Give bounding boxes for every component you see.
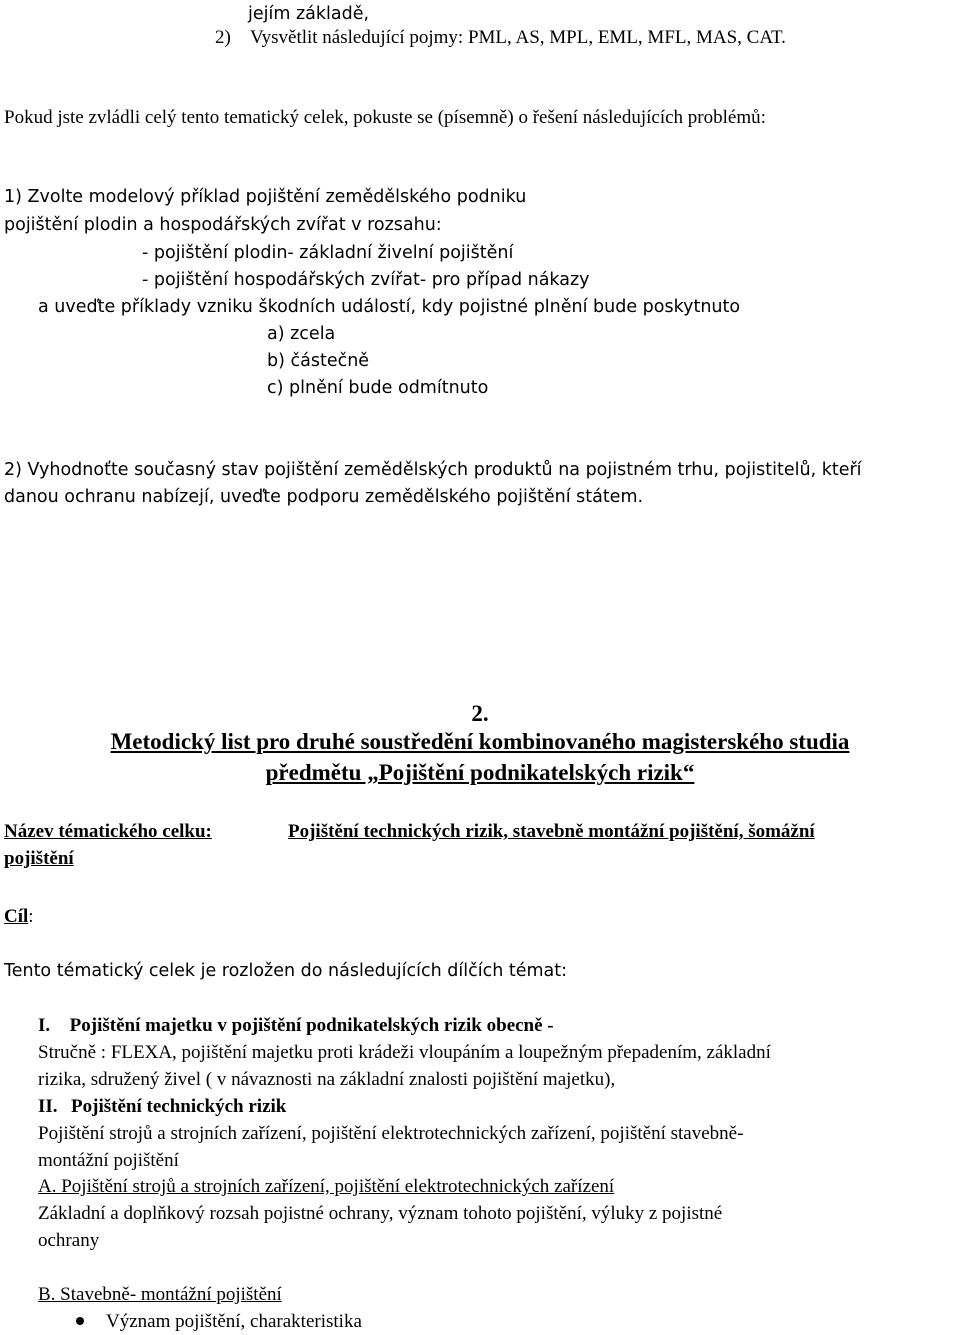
topic-ii-title: Pojištění technických rizik — [71, 1096, 287, 1117]
problem-2-line-1: 2) Vyhodnoťte současný stav pojištění zemědělských produktů na pojistném trhu, pojistitelů, kteří — [4, 460, 862, 480]
topic-value-line-2: pojištění — [4, 848, 74, 869]
goal-colon: : — [28, 906, 34, 927]
bullet-icon — [76, 1317, 84, 1325]
section-title-line-2: předmětu „Pojištění podnikatelských rizik“ — [265, 760, 695, 785]
top-line-1: jejím základě, — [248, 4, 370, 24]
topic-i-title: Pojištění majetku v pojištění podnikatelských rizik obecně - — [69, 1015, 554, 1036]
subtopic-a-title: A. Pojištění strojů a strojních zařízení, pojištění elektrotechnických zařízení — [38, 1176, 615, 1197]
goal-heading — [4, 905, 34, 929]
problem-1-line-1: 1) Zvolte modelový příklad pojištění zemědělského podniku — [4, 187, 527, 207]
problem-1-dash-2: - pojištění hospodářských zvířat- pro případ nákazy — [142, 270, 590, 290]
topic-label: Název tématického celku: — [4, 821, 212, 842]
top-item-2-number: 2) — [215, 27, 231, 48]
bullet-item-text: Význam pojištění, charakteristika — [106, 1311, 362, 1332]
topic-value-line-1: Pojištění technických rizik, stavebně montážní pojištění, šomážní — [288, 821, 815, 842]
topic-i-desc-line-1: Stručně : FLEXA, pojištění majetku proti krádeži vloupáním a loupežným přepadením, základní — [38, 1042, 771, 1063]
problem-1-line-3: a uveďte příklady vzniku škodních událostí, kdy pojistné plnění bude poskytnuto — [38, 297, 741, 317]
topic-ii-heading — [38, 1095, 286, 1119]
topic-ii-desc-line-1: Pojištění strojů a strojních zařízení, pojištění elektrotechnických zařízení, pojištění stavebně- — [38, 1123, 744, 1144]
section-number: 2. — [471, 701, 489, 726]
goal-label: Cíl — [4, 906, 29, 927]
subtopic-b-title: B. Stavebně- montážní pojištění — [38, 1284, 282, 1305]
intro-paragraph: Pokud jste zvládli celý tento tematický celek, pokuste se (písemně) o řešení následujících problémů: — [4, 107, 766, 128]
topic-ii-desc-line-2: montážní pojištění — [38, 1150, 179, 1171]
topic-ii-number: II. — [38, 1096, 58, 1117]
problem-1-option-c: c) plnění bude odmítnuto — [267, 378, 489, 398]
bullet-item — [76, 1310, 362, 1334]
problem-1-option-a: a) zcela — [267, 324, 336, 344]
subtopic-a-desc-line-2: ochrany — [38, 1230, 100, 1251]
problem-2-line-2: danou ochranu nabízejí, uveďte podporu zemědělského pojištění státem. — [4, 487, 644, 507]
section-title-line-1: Metodický list pro druhé soustředění kombinovaného magisterského studia — [110, 729, 850, 754]
breakdown-intro: Tento tématický celek je rozložen do následujících dílčích témat: — [4, 961, 568, 981]
topic-i-heading — [38, 1014, 554, 1038]
subtopic-a-desc-line-1: Základní a doplňkový rozsah pojistné ochrany, význam tohoto pojištění, výluky z pojistné — [38, 1203, 723, 1224]
problem-1-dash-1: - pojištění plodin- základní živelní pojištění — [142, 243, 514, 263]
topic-i-desc-line-2: rizika, sdružený živel ( v návaznosti na základní znalosti pojištění majetku), — [38, 1069, 616, 1090]
top-item-2 — [215, 26, 786, 50]
problem-1-option-b: b) částečně — [267, 351, 370, 371]
topic-i-number: I. — [38, 1015, 51, 1036]
problem-1-line-2: pojištění plodin a hospodářských zvířat v rozsahu: — [4, 215, 442, 235]
top-item-2-text: Vysvětlit následující pojmy: PML, AS, MPL, EML, MFL, MAS, CAT. — [250, 27, 786, 48]
